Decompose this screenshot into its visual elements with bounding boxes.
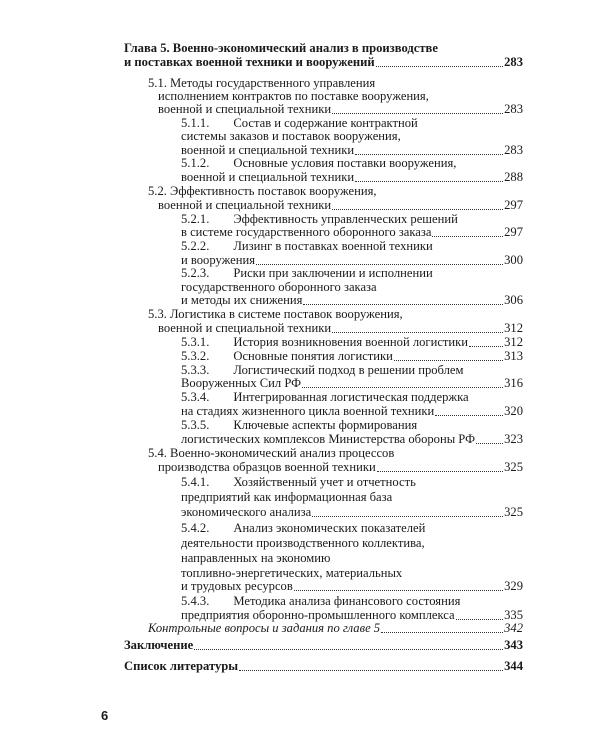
toc-subsection: 5.4.2. Анализ экономических показателей — [181, 521, 426, 535]
toc-section: 5.3. Логистика в системе поставок вооружения, — [148, 307, 403, 321]
toc-subsection: и методы их снижения 306 — [181, 293, 523, 307]
toc-subsection: предприятия оборонно-промышленного комплекса 335 — [181, 608, 523, 622]
toc-subsection: 5.3.1. История возникновения военной логистики 312 — [181, 335, 523, 349]
page-number: 6 — [101, 708, 109, 723]
toc-subsection: 5.2.1. Эффективность управленческих решений — [181, 212, 458, 226]
toc-page-number: 288 — [504, 170, 523, 184]
leader-dots — [432, 236, 503, 237]
toc-page-number: 343 — [504, 638, 523, 652]
toc-subsection: 5.2.2. Лизинг в поставках военной техники — [181, 239, 433, 253]
toc-section: военной и специальной техники 283 — [158, 102, 523, 116]
toc-page-number: 323 — [504, 432, 523, 446]
toc-chapter-title: и поставках военной техники и вооружений 283 — [124, 55, 523, 69]
toc-subsection: деятельности производственного коллектива, — [181, 536, 425, 550]
toc-subsection: системы заказов и поставок вооружения, — [181, 129, 401, 143]
leader-dots — [312, 516, 503, 517]
toc-subsection: Вооруженных Сил РФ 316 — [181, 376, 523, 390]
toc-subsection: в системе государственного оборонного заказа 297 — [181, 225, 523, 239]
toc-subsection: топливно-энергетических, материальных — [181, 566, 403, 580]
toc-conclusion: Заключение 343 — [124, 638, 523, 652]
toc-subsection: направленных на экономию — [181, 551, 331, 565]
leader-dots — [456, 619, 503, 620]
toc-page-number: 300 — [504, 253, 523, 267]
toc-page-number: 316 — [504, 376, 523, 390]
leader-dots — [476, 443, 503, 444]
toc-chapter-title: Глава 5. Военно-экономический анализ в производстве — [124, 41, 438, 55]
leader-dots — [303, 304, 503, 305]
toc-subsection: 5.2.3. Риски при заключении и исполнении — [181, 266, 433, 280]
toc-section: 5.1. Методы государственного управления — [148, 76, 376, 90]
toc-subsection: 5.3.4. Интегрированная логистическая поддержка — [181, 390, 469, 404]
leader-dots — [381, 632, 503, 633]
toc-questions: Контрольные вопросы и задания по главе 5 342 — [148, 621, 523, 635]
toc-section: производства образцов военной техники 325 — [158, 460, 523, 474]
toc-subsection: 5.3.3. Логистический подход в решении проблем — [181, 363, 464, 377]
toc-subsection: 5.3.5. Ключевые аспекты формирования — [181, 418, 418, 432]
toc-subsection: и вооружения 300 — [181, 253, 523, 267]
toc-subsection: и трудовых ресурсов 329 — [181, 579, 523, 593]
toc-section: 5.4. Военно-экономический анализ процессов — [148, 446, 395, 460]
toc-page-number: 283 — [504, 102, 523, 116]
toc-page-number: 313 — [504, 349, 523, 363]
toc-page-number: 297 — [504, 198, 523, 212]
toc-page-number: 312 — [504, 335, 523, 349]
toc-page-number: 329 — [504, 579, 523, 593]
toc-subsection: предприятий как информационная база — [181, 490, 393, 504]
toc-subsection: 5.1.1. Состав и содержание контрактной — [181, 116, 418, 130]
leader-dots — [294, 590, 503, 591]
toc-subsection: на стадиях жизненного цикла военной техники 320 — [181, 404, 523, 418]
leader-dots — [469, 346, 503, 347]
leader-dots — [239, 670, 503, 671]
leader-dots — [332, 332, 503, 333]
leader-dots — [194, 649, 503, 650]
leader-dots — [355, 181, 503, 182]
toc-subsection: государственного оборонного заказа — [181, 280, 377, 294]
toc-page-number: 342 — [504, 621, 523, 635]
toc-page-number: 344 — [504, 659, 523, 673]
toc-subsection: 5.1.2. Основные условия поставки вооружения, — [181, 156, 457, 170]
toc-page-number: 325 — [504, 460, 523, 474]
leader-dots — [435, 415, 503, 416]
toc-page-number: 283 — [504, 143, 523, 157]
toc-page-number: 312 — [504, 321, 523, 335]
leader-dots — [302, 387, 503, 388]
toc-page-number: 320 — [504, 404, 523, 418]
toc-page-number: 325 — [504, 505, 523, 519]
leader-dots — [355, 154, 503, 155]
toc-subsection: 5.4.3. Методика анализа финансового состояния — [181, 594, 461, 608]
toc-subsection: военной и специальной техники 288 — [181, 170, 523, 184]
toc-subsection: экономического анализа 325 — [181, 505, 523, 519]
toc-page-number: 297 — [504, 225, 523, 239]
leader-dots — [332, 209, 503, 210]
toc-subsection: логистических комплексов Министерства обороны РФ 323 — [181, 432, 523, 446]
toc-references: Список литературы 344 — [124, 659, 523, 673]
leader-dots — [256, 264, 503, 265]
toc-section: исполнением контрактов по поставке вооружения, — [158, 89, 429, 103]
toc-page-number: 283 — [504, 55, 523, 69]
toc-section: 5.2. Эффективность поставок вооружения, — [148, 184, 377, 198]
leader-dots — [332, 113, 503, 114]
leader-dots — [377, 471, 503, 472]
leader-dots — [394, 360, 503, 361]
leader-dots — [376, 66, 504, 67]
toc-subsection: военной и специальной техники 283 — [181, 143, 523, 157]
toc-section: военной и специальной техники 297 — [158, 198, 523, 212]
toc-page-number: 335 — [504, 608, 523, 622]
toc-section: военной и специальной техники 312 — [158, 321, 523, 335]
toc-page-number: 306 — [504, 293, 523, 307]
toc-subsection: 5.3.2. Основные понятия логистики 313 — [181, 349, 523, 363]
toc-subsection: 5.4.1. Хозяйственный учет и отчетность — [181, 475, 416, 489]
